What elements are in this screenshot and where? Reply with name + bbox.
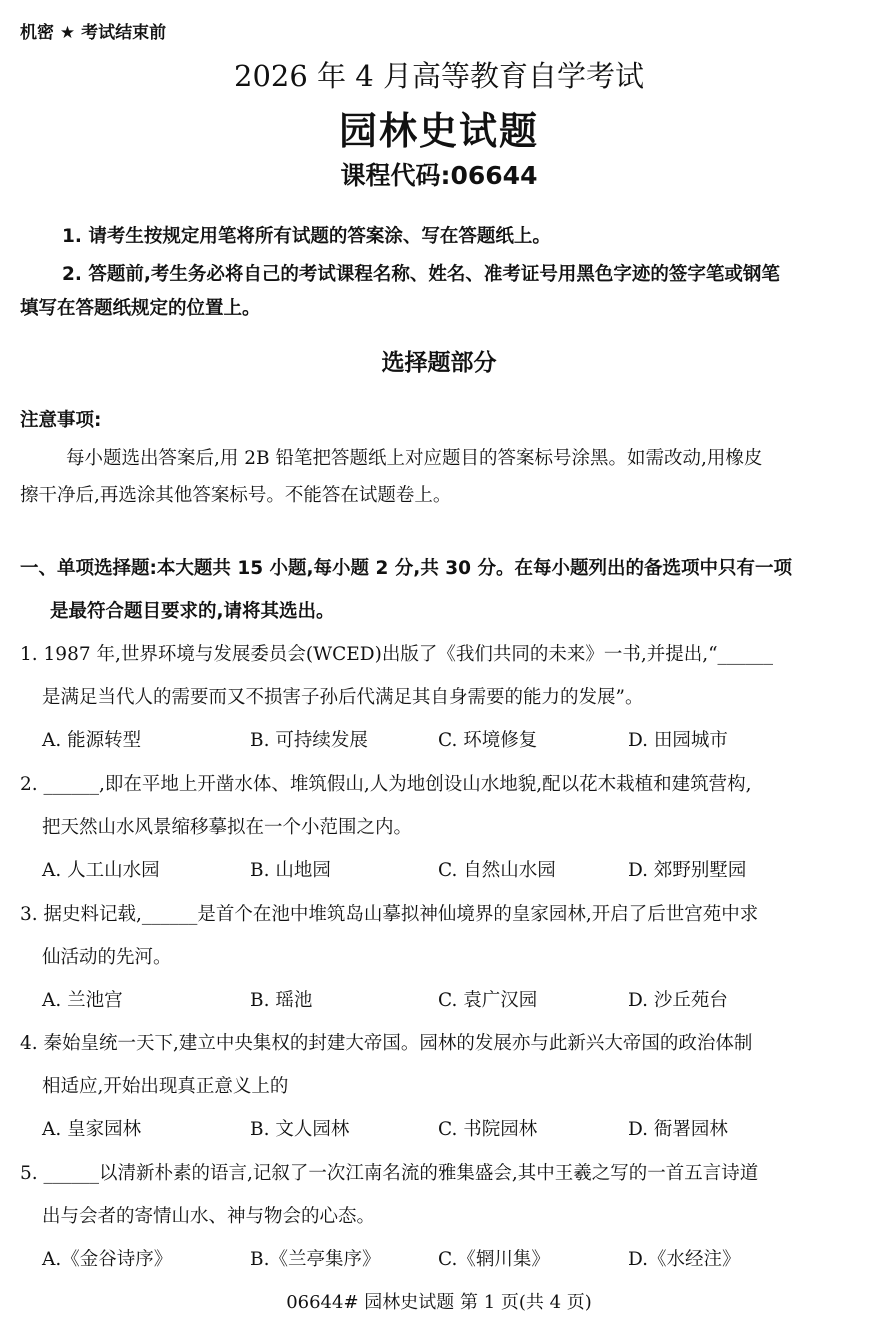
page-footer: 06644# 园林史试题 第 1 页(共 4 页) [286, 1292, 592, 1313]
part1-heading-line1: 一、单项选择题:本大题共 15 小题,每小题 2 分,共 30 分。在每小题列出的备选项中只有一项 [20, 558, 792, 579]
question-3-option-c: C. 袁广汉园 [438, 990, 538, 1011]
question-3-option-b: B. 瑶池 [250, 990, 313, 1011]
question-4-line1: 4. 秦始皇统一天下,建立中央集权的封建大帝国。园林的发展亦与此新兴大帝国的政治体制 [20, 1033, 753, 1054]
question-1-line1: 1. 1987 年,世界环境与发展委员会(WCED)出版了《我们共同的未来》一书,并提出,“______ [20, 644, 774, 665]
question-5-line1: 5. ______以清新朴素的语言,记叙了一次江南名流的雅集盛会,其中王羲之写的一首五言诗道 [20, 1163, 759, 1184]
question-2-line1: 2. ______,即在平地上开凿水体、堆筑假山,人为地创设山水地貌,配以花木栽植和建筑营构, [20, 774, 752, 795]
question-4-option-b: B. 文人园林 [250, 1119, 350, 1140]
page-title: 园林史试题 [338, 109, 539, 153]
question-2-option-b: B. 山地园 [250, 860, 331, 881]
question-2-option-a: A. 人工山水园 [42, 860, 160, 881]
exam-name: 2026 年 4 月高等教育自学考试 [234, 59, 644, 93]
notice-line2: 擦干净后,再选涂其他答案标号。不能答在试题卷上。 [20, 485, 452, 506]
question-5-option-d: D.《水经注》 [628, 1249, 741, 1270]
question-2-option-c: C. 自然山水园 [438, 860, 556, 881]
section-title: 选择题部分 [381, 350, 497, 376]
question-1-option-d: D. 田园城市 [628, 730, 728, 751]
question-2-option-d: D. 郊野别墅园 [628, 860, 747, 881]
question-1-option-b: B. 可持续发展 [250, 730, 368, 751]
notice-heading: 注意事项: [20, 410, 102, 431]
question-5-option-b: B.《兰亭集序》 [250, 1249, 381, 1270]
question-3-line1: 3. 据史料记载,______是首个在池中堆筑岛山摹拟神仙境界的皇家园林,开启了后世宫苑中求 [20, 904, 759, 925]
question-3-option-d: D. 沙丘苑台 [628, 990, 728, 1011]
question-3-line2: 仙活动的先河。 [42, 947, 172, 968]
question-1-line2: 是满足当代人的需要而又不损害子孙后代满足其自身需要的能力的发展”。 [42, 687, 644, 708]
question-1-option-c: C. 环境修复 [438, 730, 538, 751]
question-4-line2: 相适应,开始出现真正意义上的 [42, 1076, 289, 1097]
confidential-label: 机密 ★ 考试结束前 [20, 23, 167, 43]
question-2-line2: 把天然山水风景缩移摹拟在一个小范围之内。 [42, 817, 413, 838]
question-5-option-a: A.《金谷诗序》 [42, 1249, 173, 1270]
question-3-option-a: A. 兰池宫 [42, 990, 123, 1011]
question-5-option-c: C.《辋川集》 [438, 1249, 550, 1270]
question-1-option-a: A. 能源转型 [42, 730, 142, 751]
instruction-1: 1. 请考生按规定用笔将所有试题的答案涂、写在答题纸上。 [62, 226, 551, 247]
instruction-2-line1: 2. 答题前,考生务必将自己的考试课程名称、姓名、准考证号用黑色字迹的签字笔或钢笔 [62, 264, 780, 285]
part1-heading-line2: 是最符合题目要求的,请将其选出。 [50, 601, 335, 622]
instruction-2-line2: 填写在答题纸规定的位置上。 [20, 298, 261, 319]
question-4-option-c: C. 书院园林 [438, 1119, 538, 1140]
question-4-option-a: A. 皇家园林 [42, 1119, 142, 1140]
notice-line1: 每小题选出答案后,用 2B 铅笔把答题纸上对应题目的答案标号涂黑。如需改动,用橡皮 [66, 448, 763, 469]
question-4-option-d: D. 衙署园林 [628, 1119, 728, 1140]
course-code: 课程代码:06644 [340, 161, 538, 190]
question-5-line2: 出与会者的寄情山水、神与物会的心态。 [42, 1206, 376, 1227]
